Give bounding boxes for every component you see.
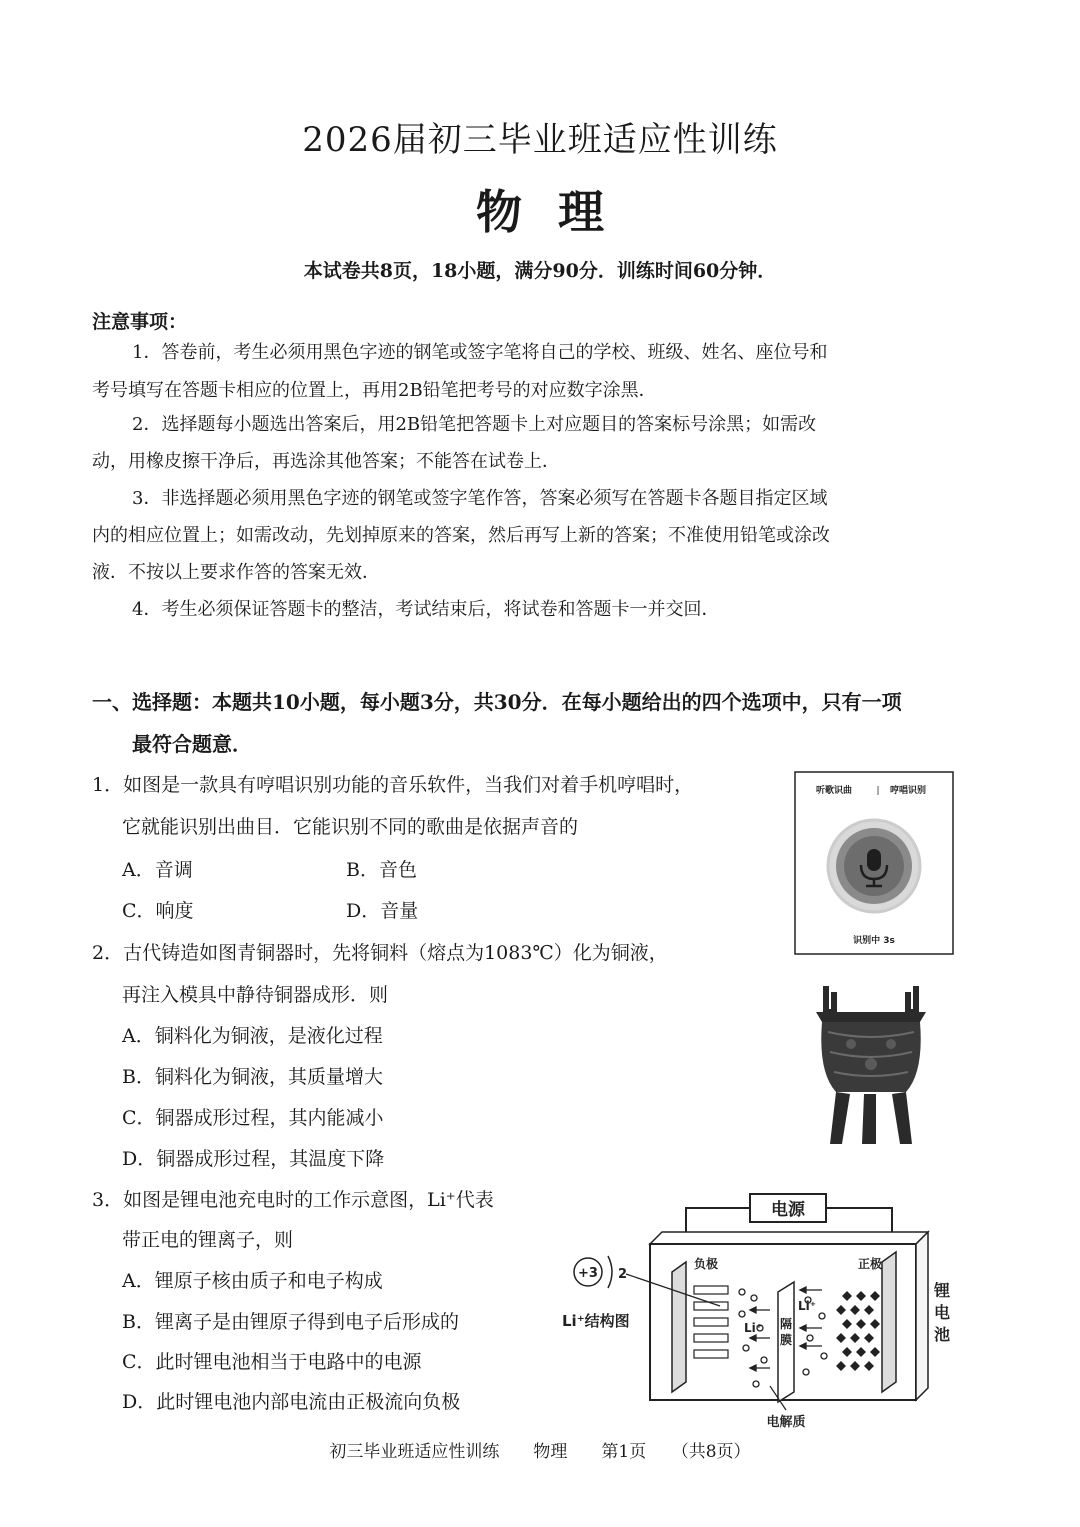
bronze-vessel-figure <box>806 982 936 1148</box>
battery-label-char-3: 池 <box>934 1325 951 1344</box>
section-heading: 一、选择题：本题共10小题，每小题3分，共30分．在每小题给出的四个选项中，只有一项 <box>92 690 902 714</box>
phone-tab-right: 哼唱识别 <box>889 786 927 796</box>
notice-line: 4．考生必须保证答题卡的整洁，考试结束后，将试卷和答题卡一并交回． <box>132 599 720 620</box>
electrolyte-label: 电解质 <box>766 1415 806 1430</box>
question-3-stem: 3．如图是锂电池充电时的工作示意图，Li⁺代表 <box>92 1189 494 1211</box>
question-2-stem-cont: 再注入模具中静待铜器成形．则 <box>122 984 389 1006</box>
question-3-stem-cont: 带正电的锂离子，则 <box>122 1229 294 1251</box>
phone-status-text: 识别中 3s <box>853 936 895 946</box>
power-source-label: 电源 <box>771 1200 805 1220</box>
separator-char-2: 膜 <box>779 1333 793 1347</box>
subject-title: 物理 <box>476 185 640 239</box>
battery-label-char-2: 电 <box>934 1303 951 1322</box>
exam-title: 2026届初三毕业班适应性训练 <box>302 120 778 160</box>
section-heading-cont: 最符合题意． <box>132 732 252 756</box>
q2-option-a: A．铜料化为铜液，是液化过程 <box>122 1025 383 1047</box>
notice-line: 1．答卷前，考生必须用黑色字迹的钢笔或签字笔将自己的学校、班级、姓名、座位号和 <box>132 342 828 363</box>
structure-caption: Li⁺结构图 <box>562 1312 630 1330</box>
positive-electrode-label: 正极 <box>858 1257 883 1271</box>
notice-line: 内的相应位置上；如需改动，先划掉原来的答案，然后再写上新的答案；不准使用铅笔或涂改 <box>92 525 830 546</box>
separator-char-1: 隔 <box>779 1317 793 1331</box>
q1-option-a: A．音调 <box>122 859 193 881</box>
notice-line: 液．不按以上要求作答的答案无效． <box>92 562 380 583</box>
notice-line: 3．非选择题必须用黑色字迹的钢笔或签字笔作答，答案必须写在答题卡各题目指定区域 <box>132 488 828 509</box>
phone-tab-sep: | <box>876 786 880 796</box>
q2-option-c: C．铜器成形过程，其内能减小 <box>122 1107 384 1129</box>
q3-option-d: D．此时锂电池内部电流由正极流向负极 <box>122 1391 461 1413</box>
battery-label-char-1: 锂 <box>934 1281 951 1300</box>
question-2-stem: 2．古代铸造如图青铜器时，先将铜料（熔点为1083℃）化为铜液， <box>92 942 668 964</box>
music-app-figure <box>794 771 954 955</box>
notice-line: 2．选择题每小题选出答案后，用2B铅笔把答题卡上对应题目的答案标号涂黑；如需改 <box>132 414 817 435</box>
q3-option-b: B．锂离子是由锂原子得到电子后形成的 <box>122 1311 459 1333</box>
electron-count: 2 <box>618 1267 628 1282</box>
exam-info: 本试卷共8页，18小题，满分90分．训练时间60分钟． <box>303 260 777 282</box>
q1-option-d: D．音量 <box>346 900 419 922</box>
q1-option-b: B．音色 <box>346 859 417 881</box>
negative-electrode-label: 负极 <box>694 1257 719 1271</box>
lithium-ion-label-1: Li⁺ <box>798 1299 817 1313</box>
notice-heading: 注意事项： <box>92 311 188 333</box>
lithium-ion-label-2: Li⁺ <box>744 1321 763 1335</box>
q3-option-c: C．此时锂电池相当于电路中的电源 <box>122 1351 422 1373</box>
phone-tab-left: 听歌识曲 <box>815 786 853 796</box>
question-1-stem: 1．如图是一款具有哼唱识别功能的音乐软件，当我们对着手机哼唱时， <box>92 774 694 796</box>
q2-option-d: D．铜器成形过程，其温度下降 <box>122 1148 385 1170</box>
nucleus-charge: +3 <box>578 1266 598 1281</box>
q2-option-b: B．铜料化为铜液，其质量增大 <box>122 1066 383 1088</box>
notice-line: 考号填写在答题卡相应的位置上，再用2B铅笔把考号的对应数字涂黑． <box>92 380 657 401</box>
q3-option-a: A．锂原子核由质子和电子构成 <box>122 1270 383 1292</box>
question-1-stem-cont: 它就能识别出曲目．它能识别不同的歌曲是依据声音的 <box>122 816 579 838</box>
lithium-battery-figure <box>560 1188 970 1434</box>
notice-line: 动，用橡皮擦干净后，再选涂其他答案；不能答在试卷上． <box>92 451 560 472</box>
page-footer: 初三毕业班适应性训练 物理 第1页 （共8页） <box>329 1442 751 1462</box>
q1-option-c: C．响度 <box>122 900 194 922</box>
